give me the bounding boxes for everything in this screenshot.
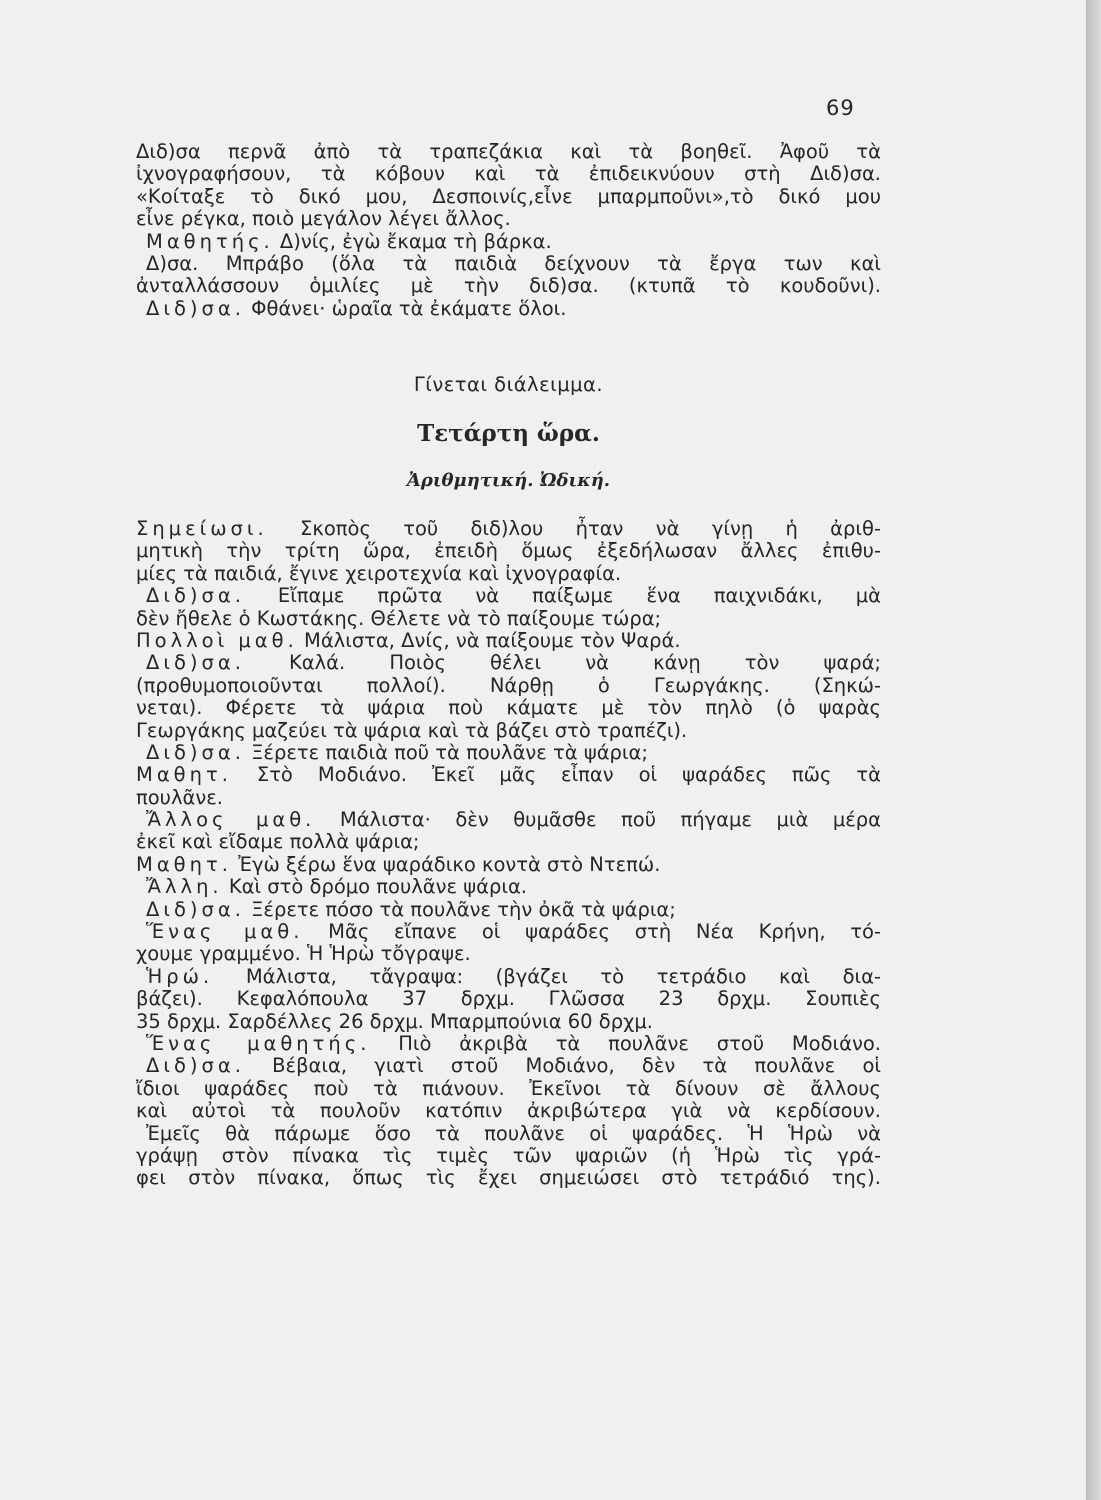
dialogue-line bbox=[136, 1011, 881, 1033]
dialogue-line bbox=[136, 652, 881, 674]
dialogue-text: Μάλιστα· δὲν θυμᾶσθε ποῦ πήγαμε μιὰ μέρα bbox=[339, 808, 881, 832]
dialogue-line bbox=[136, 1145, 881, 1167]
dialogue-line: ἀνταλλάσσουν ὁμιλίες μὲ τὴν διδ)σα. (κτυπᾶ τὸ κουδοῦνι). bbox=[136, 274, 881, 298]
dialogue-text: βάζει). Κεφαλόπουλα 37 δρχμ. Γλῶσσα 23 δρχμ. Σουπιὲς bbox=[136, 987, 881, 1011]
dialogue-text: Φθάνει· ὡραῖα τὰ ἐκάματε ὅλοι. bbox=[251, 296, 567, 320]
dialogue-line bbox=[136, 966, 881, 988]
dialogue-text: ἐκεῖ καὶ εἴδαμε πολλὰ ψάρια; bbox=[136, 830, 420, 854]
dialogue-text: Μᾶς εἴπανε οἱ ψαράδες στὴ Νέα Κρήνη, τό- bbox=[328, 920, 882, 944]
dialogue-line bbox=[136, 585, 881, 607]
dialogue-text: καὶ αὐτοὶ τὰ πουλοῦν κατόπιν ἀκριβώτερα γιὰ νὰ κερδίσουν. bbox=[136, 1099, 881, 1123]
dialogue-text: Στὸ Μοδιάνο. Ἐκεῖ μᾶς εἶπαν οἱ ψαράδες πῶς τὰ bbox=[256, 763, 881, 787]
dialogue-line bbox=[136, 720, 881, 742]
dialogue-line bbox=[136, 630, 881, 652]
text-line: ἰχνογραφήσουν, τὰ κόβουν καὶ τὰ ἐπιδεικνύουν στὴ Διδ)σα. bbox=[136, 162, 881, 186]
speaker: Ἄλλη. bbox=[146, 875, 223, 899]
speaker: Ἄλλος μαθ. bbox=[146, 808, 316, 832]
dialogue-line bbox=[136, 1078, 881, 1100]
speaker: Μαθητ. bbox=[136, 852, 232, 876]
dialogue-line bbox=[136, 899, 881, 921]
dialogue-line bbox=[136, 764, 881, 786]
dialogue-line bbox=[136, 231, 881, 253]
dialogue-line bbox=[136, 1100, 881, 1122]
dialogue-line bbox=[136, 563, 881, 585]
page-edge bbox=[1086, 0, 1101, 1500]
speaker: Διδ)σα. bbox=[146, 584, 245, 608]
dialogue-line bbox=[136, 876, 881, 898]
dialogue-text: Σκοπὸς τοῦ διδ)λου ἦταν νὰ γίνῃ ἡ ἀριθ- bbox=[300, 517, 881, 540]
speaker: Διδ)σα. bbox=[146, 740, 245, 764]
speaker: Σημείωσι. bbox=[136, 517, 268, 540]
dialogue-text: ἴδιοι ψαράδες ποὺ τὰ πιάνουν. Ἐκεῖνοι τὰ δίνουν σὲ ἄλλους bbox=[136, 1076, 881, 1100]
dialogue-text: 35 δρχμ. Σαρδέλλες 26 δρχμ. Μπαρμπούνια 60 δρχμ. bbox=[136, 1009, 653, 1033]
dialogue-text: Ἐγὼ ξέρω ἕνα ψαράδικο κοντὰ στὸ Ντεπώ. bbox=[238, 852, 661, 876]
dialogue-line: Δ)σα. Μπράβο (ὅλα τὰ παιδιὰ δείχνουν τὰ ἔργα των καὶ bbox=[146, 251, 881, 275]
text-block-top bbox=[136, 141, 881, 320]
dialogue-text: δὲν ἤθελε ὁ Κωστάκης. Θέλετε νὰ τὸ παίξουμε τώρα; bbox=[136, 606, 662, 630]
dialogue-text: Καλά. Ποιὸς θέλει νὰ κάνῃ τὸν ψαρά; bbox=[289, 651, 881, 675]
dialogue-text: μητικὴ τὴν τρίτη ὥρα, ἐπειδὴ ὅμως ἐξεδήλωσαν ἄλλες ἐπιθυ- bbox=[136, 539, 881, 563]
speaker: Ἡρώ. bbox=[146, 964, 214, 988]
dialogue-line bbox=[136, 1167, 881, 1189]
dialogue-line bbox=[136, 1123, 881, 1145]
dialogue-text: (προθυμοποιοῦνται πολλοί). Νάρθῃ ὁ Γεωργάκης. (Σηκώ- bbox=[136, 673, 881, 697]
text-line: «Κοίταξε τὸ δικό μου, Δεσποινίς,εἶνε μπαρμποῦνι»,τὸ δικό μου bbox=[136, 184, 881, 208]
dialogue-line bbox=[136, 675, 881, 697]
interlude-note: Γίνεται διάλειμμα. bbox=[413, 373, 604, 396]
dialogue-line bbox=[136, 608, 881, 630]
dialogue-line bbox=[136, 540, 881, 562]
speaker: Διδ)σα. bbox=[146, 651, 245, 675]
dialogue-text: Βέβαια, γιατὶ στοῦ Μοδιάνο, δὲν τὰ πουλᾶνε οἱ bbox=[272, 1054, 882, 1078]
page-number: 69 bbox=[826, 96, 855, 120]
dialogue-line bbox=[136, 854, 881, 876]
dialogue-text: Ξέρετε πόσο τὰ πουλᾶνε τὴν ὀκᾶ τὰ ψάρια; bbox=[251, 897, 676, 921]
speaker: Διδ)σα. bbox=[146, 1054, 245, 1078]
dialogue-text: Εἴπαμε πρῶτα νὰ παίξωμε ἕνα παιχνιδάκι, μὰ bbox=[277, 584, 881, 608]
dialogue-line bbox=[136, 518, 881, 540]
dialogue-line bbox=[136, 742, 881, 764]
dialogue-text: Πιὸ ἀκριβὰ τὰ πουλᾶνε στοῦ Μοδιάνο. bbox=[398, 1031, 881, 1055]
dialogue-line bbox=[136, 1033, 881, 1055]
speaker: Διδ)σα. bbox=[146, 897, 245, 921]
section-subheading: Ἀριθμητική. Ὠδική. bbox=[406, 470, 611, 491]
dialogue-line bbox=[136, 787, 881, 809]
dialogue-text: Ξέρετε παιδιὰ ποῦ τὰ πουλᾶνε τὰ ψάρια; bbox=[251, 740, 648, 764]
dialogue-line bbox=[136, 921, 881, 943]
text-line: Διδ)σα περνᾶ ἀπὸ τὰ τραπεζάκια καὶ τὰ βοηθεῖ. Ἀφοῦ τὰ bbox=[136, 140, 881, 163]
speaker: Μαθητ. bbox=[136, 763, 232, 787]
dialogue-line bbox=[136, 831, 881, 853]
speaker: Ἕνας μαθ. bbox=[146, 920, 304, 944]
dialogue-text: χουμε γραμμένο. Ἡ Ἡρὼ τὄγραψε. bbox=[136, 942, 471, 966]
dialogue-text: πουλᾶνε. bbox=[136, 785, 223, 809]
dialogue-text: Μάλιστα, Δνίς, νὰ παίξουμε τὸν Ψαρά. bbox=[304, 628, 681, 652]
dialogue-line bbox=[136, 697, 881, 719]
dialogue-text: Ἐμεῖς θὰ πάρωμε ὅσο τὰ πουλᾶνε οἱ ψαράδες. Ἡ Ἡρὼ νὰ bbox=[146, 1121, 881, 1145]
speaker: Πολλοὶ μαθ. bbox=[136, 628, 298, 652]
dialogue-text: φει στὸν πίνακα, ὅπως τὶς ἔχει σημειώσει στὸ τετράδιό της). bbox=[136, 1166, 881, 1190]
speaker: Μαθητής. bbox=[146, 229, 274, 253]
dialogue-line bbox=[136, 1055, 881, 1077]
text-block-dialogue bbox=[136, 518, 881, 1190]
dialogue-line bbox=[136, 809, 881, 831]
dialogue-text: νεται). Φέρετε τὰ ψάρια ποὺ κάματε μὲ τὸν πηλὸ (ὁ ψαρὰς bbox=[136, 696, 881, 720]
dialogue-text: Δ)νίς, ἐγὼ ἔκαμα τὴ βάρκα. bbox=[279, 229, 552, 253]
speaker: Διδ)σα. bbox=[146, 296, 245, 320]
speaker: Ἕνας μαθητής. bbox=[146, 1031, 371, 1055]
dialogue-text: Καὶ στὸ δρόμο πουλᾶνε ψάρια. bbox=[228, 875, 528, 899]
dialogue-text: γράψῃ στὸν πίνακα τὶς τιμὲς τῶν ψαριῶν (ἡ Ἡρὼ τὶς γρά- bbox=[136, 1143, 881, 1167]
text-line: εἶνε ρέγκα, ποιὸ μεγάλον λέγει ἄλλος. bbox=[136, 207, 511, 231]
dialogue-line bbox=[136, 943, 881, 965]
section-heading: Τετάρτη ὥρα. bbox=[417, 420, 600, 447]
dialogue-text: Μάλιστα, τἄγραψα: (βγάζει τὸ τετράδιο καὶ δια- bbox=[245, 964, 881, 988]
dialogue-text: Γεωργάκης μαζεύει τὰ ψάρια καὶ τὰ βάζει στὸ τραπέζι). bbox=[136, 718, 688, 742]
dialogue-line bbox=[136, 298, 881, 320]
dialogue-text: μίες τὰ παιδιά, ἔγινε χειροτεχνία καὶ ἰχνογραφία. bbox=[136, 561, 622, 585]
dialogue-line bbox=[136, 988, 881, 1010]
